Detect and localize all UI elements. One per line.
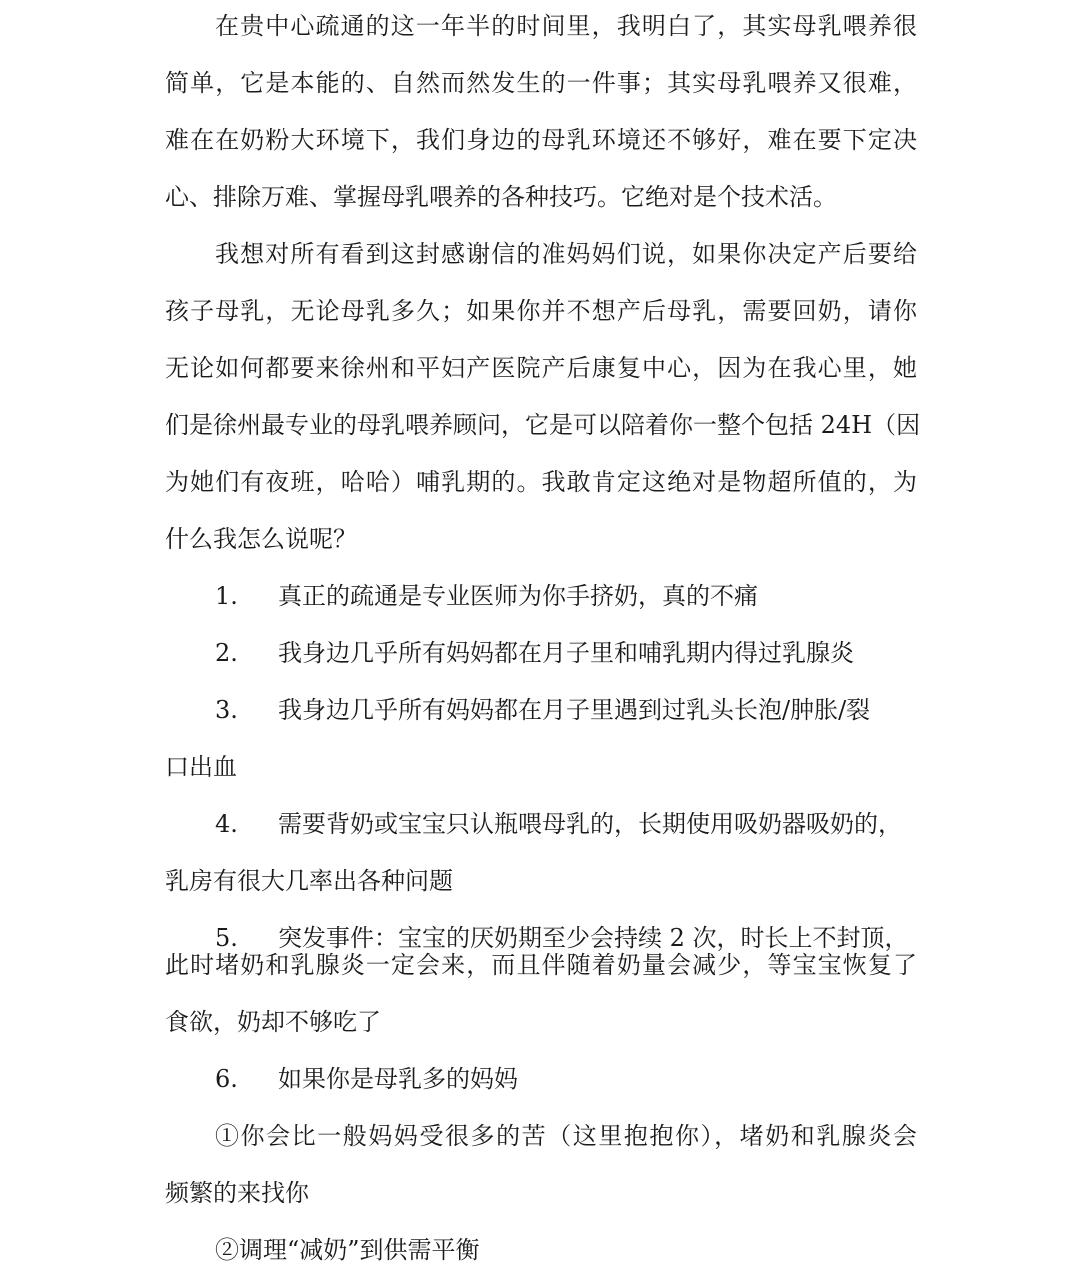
list-item-number: 2. — [215, 639, 238, 667]
subitem-1-line-1: ①你会比一般妈妈受很多的苦（这里抱抱你），堵奶和乳腺炎会 — [215, 1122, 917, 1150]
list-item-number: 4. — [215, 810, 238, 838]
list-item-4 — [215, 808, 917, 840]
subitem-1-line-2: 频繁的来找你 — [165, 1179, 309, 1207]
list-item-2 — [215, 637, 917, 669]
list-item-number: 3. — [215, 696, 238, 724]
paragraph-1-line-4: 心、排除万难、掌握母乳喂养的各种技巧。它绝对是个技术活。 — [165, 183, 837, 211]
subitem-2-line-1: ②调理“减奶”到供需平衡 — [215, 1236, 480, 1264]
list-item-text: 我身边几乎所有妈妈都在月子里遇到过乳头长泡/肿胀/裂 — [278, 696, 871, 724]
paragraph-2-line-6: 什么我怎么说呢？ — [165, 525, 357, 553]
list-item-6 — [215, 1063, 917, 1095]
list-item-5-continuation-1: 此时堵奶和乳腺炎一定会来，而且伴随着奶量会减少，等宝宝恢复了 — [165, 951, 917, 979]
paragraph-2-line-2: 孩子母乳，无论母乳多久；如果你并不想产后母乳，需要回奶，请你 — [165, 297, 917, 325]
list-item-4-continuation: 乳房有很大几率出各种问题 — [165, 867, 453, 895]
list-item-text: 真正的疏通是专业医师为你手挤奶，真的不痛 — [278, 582, 758, 610]
paragraph-2-line-1: 我想对所有看到这封感谢信的准妈妈们说，如果你决定产后要给 — [215, 240, 917, 268]
paragraph-1-line-3: 难在在奶粉大环境下，我们身边的母乳环境还不够好，难在要下定决 — [165, 126, 917, 154]
list-item-text: 如果你是母乳多的妈妈 — [278, 1065, 518, 1093]
list-item-number: 1. — [215, 582, 238, 610]
list-item-text: 需要背奶或宝宝只认瓶喂母乳的，长期使用吸奶器吸奶的， — [278, 810, 902, 838]
paragraph-1-line-2: 简单，它是本能的、自然而然发生的一件事；其实母乳喂养又很难， — [165, 69, 917, 97]
list-item-5-continuation-2: 食欲，奶却不够吃了 — [165, 1008, 381, 1036]
list-item-3 — [215, 694, 917, 726]
paragraph-2-line-5: 为她们有夜班，哈哈）哺乳期的。我敢肯定这绝对是物超所值的，为 — [165, 468, 917, 496]
paragraph-1-line-1: 在贵中心疏通的这一年半的时间里，我明白了，其实母乳喂养很 — [215, 12, 917, 40]
list-item-text: 突发事件：宝宝的厌奶期至少会持续 2 次，时长上不封顶， — [278, 924, 909, 952]
list-item-number: 6. — [215, 1065, 238, 1093]
list-item-number: 5. — [215, 924, 238, 952]
list-item-3-continuation: 口出血 — [165, 753, 237, 781]
paragraph-2-line-4: 们是徐州最专业的母乳喂养顾问，它是可以陪着你一整个包括 24H（因 — [165, 411, 921, 439]
paragraph-2-line-3: 无论如何都要来徐州和平妇产医院产后康复中心，因为在我心里，她 — [165, 354, 917, 382]
list-item-1 — [215, 580, 917, 612]
list-item-text: 我身边几乎所有妈妈都在月子里和哺乳期内得过乳腺炎 — [278, 639, 854, 667]
